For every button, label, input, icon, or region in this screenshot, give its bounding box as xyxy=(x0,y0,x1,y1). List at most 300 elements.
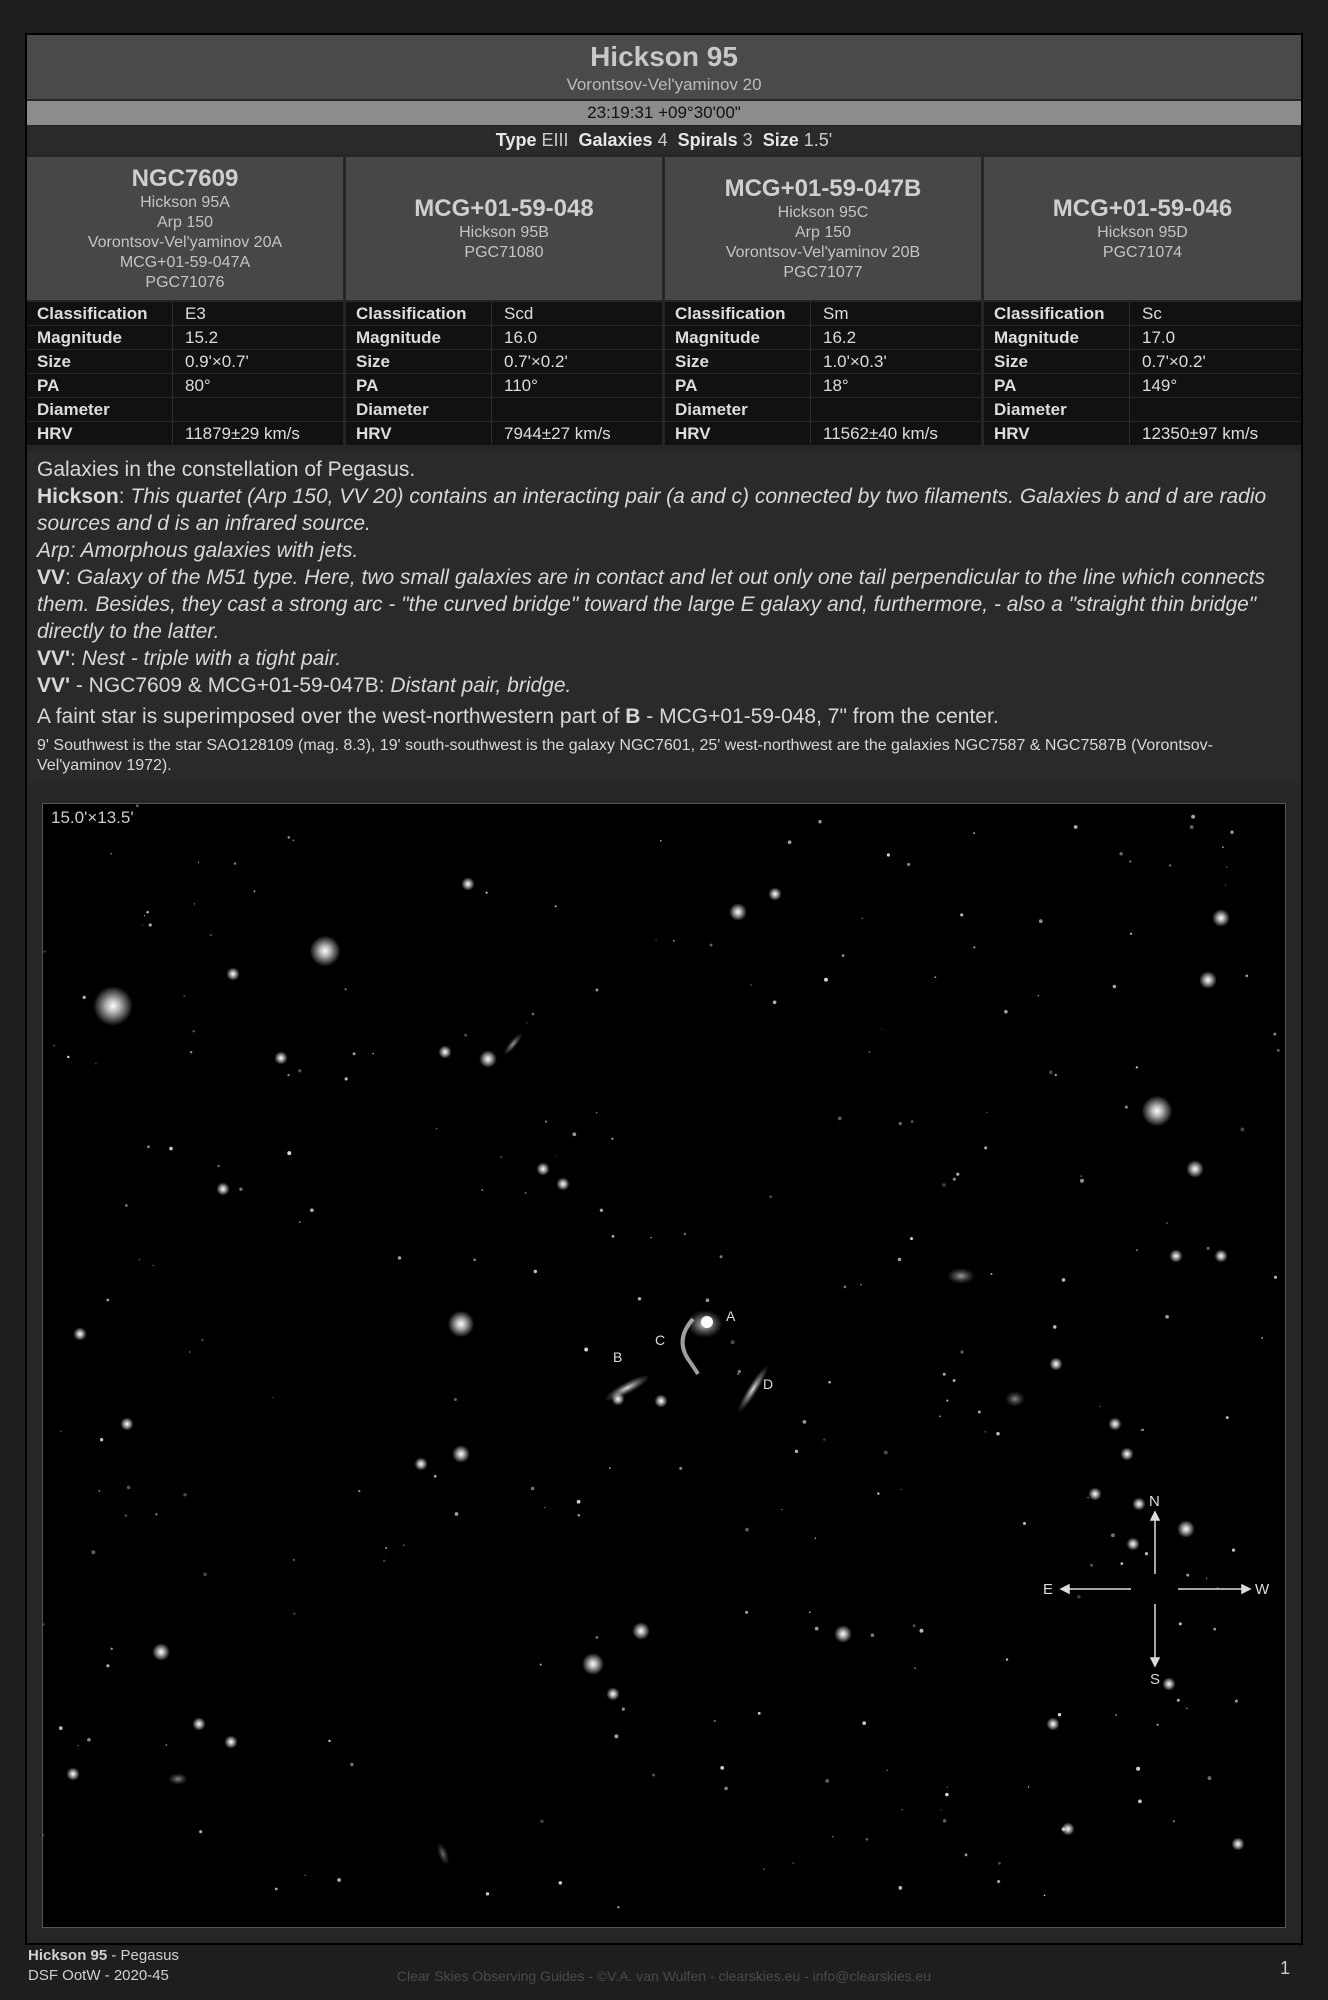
faint-star xyxy=(147,1145,150,1148)
faint-star xyxy=(1206,1577,1208,1579)
classification-value: Sc xyxy=(1142,304,1162,323)
faint-star xyxy=(911,1120,913,1122)
faint-star xyxy=(945,1793,949,1797)
faint-star xyxy=(1274,1276,1277,1279)
star xyxy=(1162,1677,1175,1690)
faint-star xyxy=(98,1490,100,1492)
pa-value: 149° xyxy=(1142,376,1178,395)
star xyxy=(1046,1717,1059,1730)
faint-star xyxy=(842,954,845,957)
faint-star xyxy=(1004,1010,1007,1013)
star xyxy=(448,1311,474,1337)
pa-label: PA xyxy=(27,374,173,397)
star xyxy=(1199,971,1217,989)
vvp2-text: Distant pair, bridge. xyxy=(390,674,572,697)
pa-label: PA xyxy=(665,374,811,397)
desc-vv: VV: Galaxy of the M51 type. Here, two small galaxies are in contact and let out only one tail perpendicular to the line which connects them. Besides, they cast a strong arc - "the curved bridge" toward the large E galaxy and, furthermore, - also a "straight thin bridge" directly to the latter. xyxy=(37,566,1266,643)
magnitude-label: Magnitude xyxy=(27,326,173,349)
faint-star xyxy=(540,1663,542,1665)
faint-star xyxy=(899,1122,902,1125)
faint-star xyxy=(898,1886,902,1890)
description xyxy=(27,452,1301,782)
faint-star xyxy=(217,1165,220,1168)
faint-star xyxy=(473,1259,476,1262)
faint-star xyxy=(871,1633,875,1637)
star xyxy=(438,1045,451,1058)
faint-star xyxy=(1006,1658,1008,1660)
label-a: A xyxy=(726,1308,736,1324)
spirals-value: 3 xyxy=(742,130,753,150)
faint-star xyxy=(183,1493,186,1496)
faint-star xyxy=(913,1624,916,1627)
faint-star xyxy=(996,1432,999,1435)
field-of-view: 15.0'×13.5' xyxy=(51,808,134,827)
vv-text: Galaxy of the M51 type. Here, two small galaxies are in contact and let out only one tail perpendicular to the line which connects them. Besides, they cast a strong arc - "the curved bridge" toward the large E galaxy and, furthermore, - also a "straight thin bridge" directly to the latter. xyxy=(37,566,1266,643)
faint-star xyxy=(436,1128,437,1129)
faint-star xyxy=(939,1415,941,1417)
faint-star xyxy=(1077,1595,1080,1598)
faint-star xyxy=(525,1192,527,1194)
faint-star xyxy=(953,1178,956,1181)
faint-star xyxy=(595,1636,598,1639)
faint-star xyxy=(559,1881,563,1885)
faint-star xyxy=(650,1237,652,1239)
faint-star xyxy=(611,1138,613,1140)
desc-vvp1: VV': Nest - triple with a tight pair. xyxy=(37,647,342,670)
faint-star xyxy=(1142,1429,1144,1431)
faint-star xyxy=(293,1559,295,1561)
classification-value: Scd xyxy=(504,304,534,323)
size-label: Size xyxy=(27,350,173,373)
vvp2-label: VV' xyxy=(37,674,71,697)
faint-star xyxy=(531,1013,534,1016)
faint-star xyxy=(454,1398,457,1401)
faint-star xyxy=(1138,1800,1142,1804)
faint-star xyxy=(868,1051,870,1053)
faint-star xyxy=(146,911,148,913)
label-c: C xyxy=(655,1332,666,1348)
star xyxy=(1108,1417,1121,1430)
faint-star xyxy=(464,1034,467,1037)
magnitude-label: Magnitude xyxy=(346,326,492,349)
size-value: 0.7'×0.2' xyxy=(504,352,568,371)
diameter-label: Diameter xyxy=(27,398,173,421)
background-galaxy xyxy=(168,1773,188,1785)
faint-star xyxy=(43,1623,44,1625)
faint-star xyxy=(1222,846,1224,848)
size-value: 0.9'×0.7' xyxy=(185,352,249,371)
faint-star xyxy=(540,1819,543,1822)
vvp2-mid: - NGC7609 & MCG+01-59-047B: xyxy=(70,674,391,697)
faint-star xyxy=(526,1022,527,1023)
faint-star xyxy=(1232,1548,1235,1551)
star-field xyxy=(43,804,1280,1908)
magnitude-value: 16.2 xyxy=(823,328,857,347)
hrv-label: HRV xyxy=(984,422,1130,445)
galaxy-alias: Hickson 95C xyxy=(777,203,869,221)
faint-star xyxy=(973,832,975,834)
hrv-value: 12350±97 km/s xyxy=(1142,424,1259,443)
faint-star xyxy=(500,1156,502,1158)
faint-star xyxy=(910,1237,913,1240)
faint-star xyxy=(600,1209,603,1212)
pa-label: PA xyxy=(984,374,1130,397)
galaxy-props-c xyxy=(665,302,981,446)
faint-star xyxy=(997,1880,1000,1883)
faint-star xyxy=(781,1509,782,1510)
hrv-label: HRV xyxy=(665,422,811,445)
footer-credit: Clear Skies Observing Guides - ©V.A. van Wulfen - clearskies.eu - info@clearskies.eu xyxy=(396,1968,932,1984)
galaxy-header-a xyxy=(27,157,343,300)
faint-star xyxy=(1136,1767,1140,1771)
galaxy-name: MCG+01-59-046 xyxy=(1052,194,1233,222)
classification-label: Classification xyxy=(27,302,173,325)
faint-star xyxy=(953,1379,956,1382)
faint-star xyxy=(824,978,828,982)
faint-star xyxy=(750,984,752,986)
faint-star xyxy=(673,940,675,942)
faint-star xyxy=(287,1074,289,1076)
desc-faint-star xyxy=(37,703,1291,730)
background-galaxy xyxy=(1005,1391,1025,1407)
star xyxy=(1088,1487,1101,1500)
galaxy-name: NGC7609 xyxy=(131,164,239,192)
classification-label: Classification xyxy=(346,302,492,325)
faint-star xyxy=(731,1340,735,1344)
magnitude-value: 16.0 xyxy=(504,328,538,347)
faint-star xyxy=(724,1787,728,1791)
faint-star xyxy=(165,1744,167,1746)
faint-star xyxy=(54,1045,55,1046)
faint-star xyxy=(1115,1714,1117,1716)
faint-star xyxy=(288,836,291,839)
faint-star xyxy=(1023,1522,1026,1525)
faint-star xyxy=(770,1196,772,1198)
star xyxy=(1169,1249,1182,1262)
faint-star xyxy=(660,840,662,842)
faint-star xyxy=(1177,1699,1180,1702)
hrv-label: HRV xyxy=(27,422,173,445)
faint-star xyxy=(100,1438,103,1441)
star xyxy=(654,1394,667,1407)
faint-star xyxy=(985,1431,986,1432)
star xyxy=(274,1051,287,1064)
faint-star xyxy=(125,1514,127,1516)
faint-star xyxy=(758,1712,761,1715)
faint-star xyxy=(1129,861,1131,863)
faint-star xyxy=(679,1467,682,1470)
star xyxy=(414,1457,427,1470)
star xyxy=(479,1050,497,1068)
faint-star xyxy=(788,840,792,844)
starfield-svg xyxy=(43,804,1285,1927)
faint-star xyxy=(887,853,890,856)
size-value: 0.7'×0.2' xyxy=(1142,352,1206,371)
starfield-image xyxy=(42,803,1286,1928)
faint-star xyxy=(919,1629,923,1633)
galaxy-alias: Vorontsov-Vel'yaminov 20B xyxy=(725,243,921,261)
faint-star xyxy=(125,1204,128,1207)
diameter-label: Diameter xyxy=(984,398,1130,421)
faint-star xyxy=(91,1550,95,1554)
faint-star xyxy=(43,1834,44,1836)
faint-star xyxy=(67,1056,69,1058)
faint-star xyxy=(881,1028,882,1029)
label-d: D xyxy=(763,1376,774,1392)
faint-star xyxy=(1240,1128,1244,1132)
faint-star xyxy=(555,1156,556,1157)
galaxy-b-blob xyxy=(601,1370,653,1405)
galaxy-name: MCG+01-59-047B xyxy=(724,174,922,202)
star xyxy=(216,1182,229,1195)
classification-value: Sm xyxy=(823,304,849,323)
star xyxy=(768,887,781,900)
classification-value: E3 xyxy=(185,304,206,323)
faint-star xyxy=(866,1838,869,1841)
faint-star xyxy=(544,1507,545,1508)
label-b: B xyxy=(613,1349,623,1365)
hickson-text: This quartet (Arp 150, VV 20) contains an interacting pair (a and c) connected by two filaments. Galaxies b and d are radio sources and d is an infrared source. xyxy=(37,485,1267,535)
star xyxy=(729,903,747,921)
faint-star xyxy=(350,1763,353,1766)
faint-star xyxy=(886,1769,888,1771)
faint-star xyxy=(398,1256,401,1259)
faint-star xyxy=(1173,1820,1175,1822)
footer-constellation: - Pegasus xyxy=(107,1947,179,1964)
coordinates-bar: 23:19:31 +09°30'00" xyxy=(27,101,1301,125)
faint-star xyxy=(684,1233,687,1236)
hrv-value: 11879±29 km/s xyxy=(185,424,300,443)
star xyxy=(632,1622,650,1640)
faint-star xyxy=(935,976,937,978)
star xyxy=(224,1735,237,1748)
faint-star xyxy=(1226,866,1227,867)
faint-star xyxy=(978,1410,981,1413)
faint-star xyxy=(1169,864,1171,866)
galaxy-alias: PGC71077 xyxy=(783,263,863,281)
faint-star xyxy=(584,1348,588,1352)
size-label: Size xyxy=(762,130,799,150)
star xyxy=(226,967,239,980)
hrv-value: 7944±27 km/s xyxy=(504,424,611,443)
faint-star xyxy=(481,1189,483,1191)
star xyxy=(606,1687,619,1700)
galaxy-header-c xyxy=(665,157,981,300)
faint-star xyxy=(192,1030,194,1032)
arp-text: Arp: Amorphous galaxies with jets. xyxy=(37,539,359,562)
faint-star xyxy=(385,1547,387,1549)
faint-star xyxy=(1039,919,1043,923)
faint-star xyxy=(1111,1533,1115,1537)
star xyxy=(1126,1537,1139,1550)
faint-star xyxy=(901,1809,903,1811)
faint-star xyxy=(1080,1175,1082,1177)
faint-star xyxy=(710,944,713,947)
magnitude-value: 15.2 xyxy=(185,328,219,347)
faint-star xyxy=(486,1892,489,1895)
compass-s: S xyxy=(1150,1671,1161,1688)
faint-star xyxy=(272,1397,273,1398)
faint-star xyxy=(1179,1622,1182,1625)
faint-star xyxy=(1074,825,1078,829)
pa-value: 18° xyxy=(823,376,849,395)
faint-star xyxy=(595,988,598,991)
faint-star xyxy=(984,1146,987,1149)
faint-star xyxy=(201,1339,204,1342)
faint-star xyxy=(1055,1074,1057,1076)
classification-label: Classification xyxy=(984,302,1130,325)
faint-star xyxy=(973,946,975,948)
galaxy-alias: Hickson 95A xyxy=(140,193,230,211)
faint-star xyxy=(358,1490,360,1492)
compass-s-arrow xyxy=(1151,1658,1159,1666)
faint-star xyxy=(304,1874,305,1875)
star xyxy=(66,1767,79,1780)
star xyxy=(73,1327,86,1340)
page-title: Hickson 95 xyxy=(590,41,738,72)
faint-star xyxy=(773,1000,777,1004)
star xyxy=(152,1643,170,1661)
faint-star xyxy=(1113,985,1117,989)
faint-star xyxy=(234,862,237,865)
faint-star xyxy=(986,1112,987,1113)
galaxy-alias: Hickson 95B xyxy=(459,223,549,241)
faint-star xyxy=(1038,995,1039,996)
faint-star xyxy=(298,1069,301,1072)
faint-star xyxy=(612,1235,615,1238)
faint-star xyxy=(617,1906,619,1908)
star xyxy=(1142,1096,1173,1127)
page-number: 1 xyxy=(1279,1958,1290,1978)
faint-star xyxy=(1225,884,1227,886)
faint-star xyxy=(1119,852,1122,855)
galaxy-alias: PGC71076 xyxy=(145,273,225,291)
faint-star xyxy=(1277,1049,1280,1052)
size-label: Size xyxy=(665,350,811,373)
faint-star xyxy=(614,1734,618,1738)
background-galaxy xyxy=(947,1268,975,1284)
faint-star xyxy=(254,890,256,892)
faint-star xyxy=(818,820,821,823)
faint-star xyxy=(828,1381,831,1384)
star xyxy=(310,936,341,967)
faint-star xyxy=(199,1830,202,1833)
vvp1-text: Nest - triple with a tight pair. xyxy=(81,647,342,670)
faint-star xyxy=(111,1648,113,1650)
faint-star xyxy=(942,1183,946,1187)
faint-star xyxy=(638,1297,641,1300)
faint-star xyxy=(1235,1700,1238,1703)
faint-star xyxy=(884,1451,888,1455)
faint-star xyxy=(900,1489,901,1490)
faint-star xyxy=(860,1284,861,1285)
galaxy-header-d xyxy=(984,157,1301,300)
faint-star xyxy=(838,1116,842,1120)
pa-value: 110° xyxy=(504,376,538,395)
star xyxy=(1212,909,1230,927)
faint-star xyxy=(745,1528,749,1532)
faint-star xyxy=(795,1450,798,1453)
diameter-value xyxy=(492,398,662,421)
faint-star xyxy=(862,918,864,920)
star xyxy=(1049,1357,1062,1370)
diameter-value xyxy=(173,398,343,421)
faint-star xyxy=(106,1299,109,1302)
faint-star xyxy=(998,1862,1001,1865)
faint-star xyxy=(127,1486,131,1490)
faint-star xyxy=(1080,1179,1084,1183)
faint-star xyxy=(844,1286,847,1289)
star xyxy=(1186,1160,1204,1178)
faint-star xyxy=(1261,1337,1263,1339)
faint-star xyxy=(1125,1106,1128,1109)
faint-star xyxy=(1140,1429,1142,1431)
faint-b: B xyxy=(625,705,641,728)
galaxy-alias: PGC71074 xyxy=(1102,243,1183,261)
faint-star xyxy=(169,1147,173,1151)
compass-rose xyxy=(1061,1512,1250,1666)
size-value: 1.5' xyxy=(803,130,833,150)
footer-object: Hickson 95 xyxy=(28,1947,108,1964)
compass-e: E xyxy=(1043,1581,1054,1598)
faint-star xyxy=(1136,1066,1138,1068)
galaxy-a-core xyxy=(701,1316,713,1328)
faint-star xyxy=(738,1370,741,1373)
faint-star xyxy=(1273,1033,1276,1036)
faint-star xyxy=(1053,1325,1056,1328)
faint-star xyxy=(1190,825,1194,829)
size-label: Size xyxy=(984,350,1130,373)
faint-star xyxy=(652,1773,655,1776)
star xyxy=(582,1653,604,1675)
faint-star xyxy=(947,1787,948,1788)
faint-star xyxy=(144,915,145,916)
star xyxy=(834,1625,852,1643)
faint-star xyxy=(1245,974,1248,977)
faint-star xyxy=(1062,1278,1066,1282)
galaxies-label: Galaxies xyxy=(578,130,653,150)
faint-star xyxy=(486,892,488,894)
desc-hickson: Hickson: This quartet (Arp 150, VV 20) contains an interacting pair (a and c) connected by two filaments. Galaxies b and d are radio sources and d is an infrared source. xyxy=(37,485,1267,535)
faint-star xyxy=(1136,1249,1138,1251)
classification-label: Classification xyxy=(665,302,811,325)
faint-star xyxy=(956,1173,959,1176)
faint-star xyxy=(87,1738,91,1742)
faint-star xyxy=(1130,933,1132,935)
galaxy-name: MCG+01-59-048 xyxy=(414,194,594,222)
faint-star xyxy=(239,1188,242,1191)
faint-star xyxy=(1207,1247,1210,1250)
compass-w-arrow xyxy=(1242,1585,1250,1593)
faint-star xyxy=(1208,1776,1212,1780)
pa-label: PA xyxy=(346,374,492,397)
size-value: 1.0'×0.3' xyxy=(823,352,887,371)
faint-star xyxy=(577,1500,581,1504)
magnitude-label: Magnitude xyxy=(665,326,811,349)
faint-star xyxy=(337,1878,341,1882)
star xyxy=(452,1445,470,1463)
faint-star xyxy=(531,1487,535,1491)
faint-star xyxy=(655,940,656,941)
footer-series: DSF OotW - 2020-45 xyxy=(28,1967,169,1984)
faint-star xyxy=(572,1132,576,1136)
faint-star xyxy=(293,1613,295,1615)
title-block xyxy=(27,35,1301,99)
faint-star xyxy=(344,988,346,990)
faint-star xyxy=(155,1513,157,1515)
magnitude-value: 17.0 xyxy=(1142,328,1176,347)
size-label: Size xyxy=(346,350,492,373)
